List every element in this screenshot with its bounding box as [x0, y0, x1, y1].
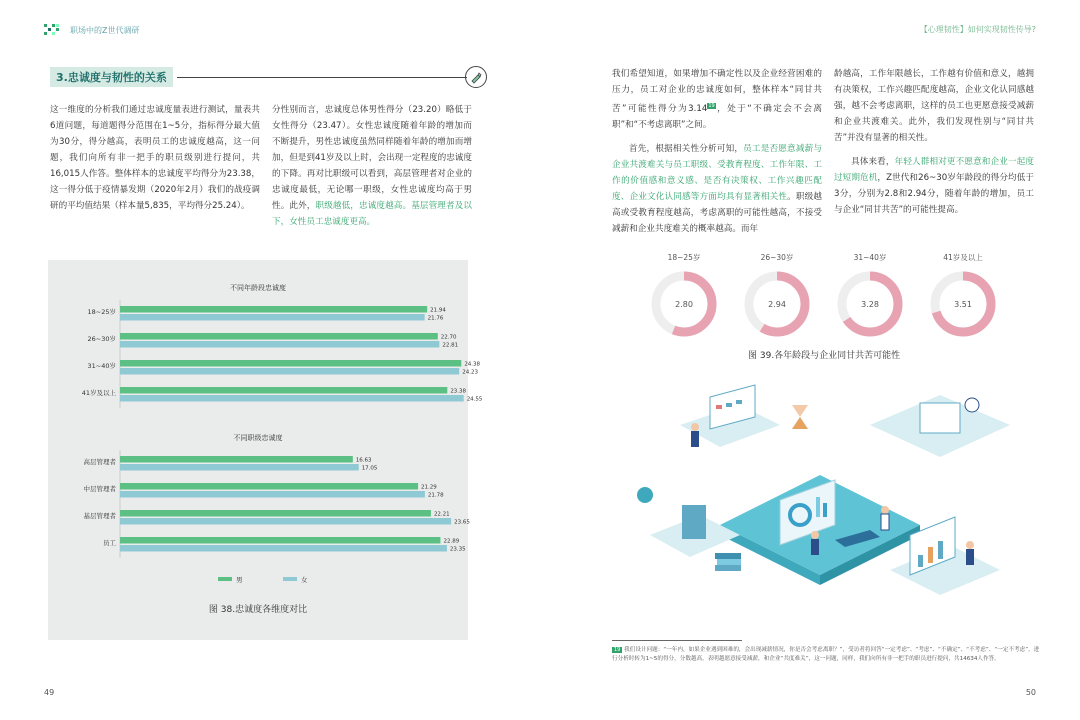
right-col1-highlight: 员工是否愿意减薪与企业共渡难关与员工职级、受教育程度、工作年限、工作的价值感和意义感、是否有决策权、工作兴趣匹配度、企业文化认同感等方面均具有显著相关性	[612, 143, 822, 202]
bar-male	[120, 333, 438, 340]
donut-chart	[649, 269, 719, 339]
page-number-left: 49	[44, 688, 55, 697]
bar-value-label: 21.29	[421, 484, 437, 491]
header-left-title: 职场中的Z世代调研	[70, 25, 140, 35]
section-rule	[177, 77, 467, 78]
fig39-caption: 图 39.各年龄段与企业同甘共苦可能性	[748, 351, 901, 361]
bar-value-label: 23.35	[449, 546, 466, 553]
category-label: 26~30岁	[87, 335, 116, 343]
legend-label-male: 男	[236, 576, 243, 584]
header-right-title: 【心理韧性】如何实现韧性传导?	[919, 25, 1036, 34]
bar-value-label: 24.23	[462, 369, 478, 376]
dot-grid-logo-icon	[44, 24, 60, 36]
bar-value-label: 24.55	[466, 396, 483, 403]
donut-chart	[742, 269, 812, 339]
category-label: 31~40岁	[87, 362, 116, 370]
right-col2-p1: 龄越高，工作年限越长，工作越有价值和意义，越拥有决策权，工作兴趣匹配度越高，企业文化认同感越强，越不会考虑离职，这样的员工也更愿意接受减薪和企业共渡难关。此外，我们发现性别与“同甘共苦”并没有显著的相关性。	[834, 69, 1034, 143]
fig38-chart	[48, 260, 483, 600]
donut-value-label: 2.80	[675, 300, 693, 309]
left-col2-highlight: 职级越低，忠诚度越高。基层管理者及以下，女性员工忠诚度更高。	[272, 201, 472, 227]
section-title-bar	[50, 66, 487, 88]
books-icon	[715, 565, 741, 571]
bar-male	[120, 360, 461, 367]
bar-female	[120, 518, 451, 525]
calculator-icon	[682, 505, 706, 539]
right-col1-p2a: 首先，根据相关性分析可知，	[629, 143, 744, 154]
fig38-caption: 图 38.忠诚度各维度对比	[208, 605, 308, 615]
donut-value-label: 3.28	[861, 300, 879, 309]
donut-value-label: 3.51	[954, 300, 972, 309]
bar-value-label: 21.94	[430, 307, 446, 314]
footnote	[612, 646, 1042, 664]
page-number-right: 50	[1025, 688, 1036, 697]
bar-value-label: 23.65	[454, 519, 470, 526]
donut-chart	[835, 269, 905, 339]
bar-female	[120, 341, 439, 348]
right-col2-p2b: ，Z世代和26~30岁年龄段的得分均低于3分，分别为2.8和2.94分，随着年龄的增加，员工与企业“同甘共苦”的可能性提高。	[834, 173, 1034, 215]
right-col1-p2b: 。职级越高或受教育程度越高，考虑离职的可能性越高，不接受减薪和企业共度难关的概率越高。而年	[612, 191, 822, 234]
pen-icon	[465, 66, 487, 88]
bar-value-label: 22.70	[440, 334, 457, 341]
bar-value-label: 24.38	[464, 361, 481, 368]
bar-male	[120, 306, 427, 313]
donut-value-label: 2.94	[768, 300, 786, 309]
left-col2-text: 分性别而言，忠诚度总体男性得分（23.20）略低于女性得分（23.47）。女性忠诚度随着年龄的增加而不断提升，男性忠诚度虽然同样随着年龄的增加而增加，但是到41岁及以上时，会出现一定程度的忠诚度的下降。再对比职级可以看到，高层管理者对企业的忠诚度最低，无论哪一职级，女性忠诚度均高于男性。此外，	[272, 105, 472, 211]
chart-title: 不同职级忠诚度	[233, 434, 283, 442]
bar-male	[120, 537, 440, 544]
clock-icon	[965, 398, 979, 412]
category-label: 员工	[103, 539, 116, 547]
bar-female	[120, 314, 425, 321]
bar-value-label: 21.76	[427, 315, 444, 322]
footnote-rule	[612, 640, 742, 641]
bar-value-label: 23.38	[450, 388, 467, 395]
right-col1-paragraph	[612, 66, 822, 237]
bar-value-label: 21.78	[427, 492, 444, 499]
footnote-number: 19	[614, 647, 621, 653]
donut-label: 18~25岁	[667, 253, 701, 262]
chart-title: 不同年龄段忠诚度	[230, 284, 286, 292]
bar-male	[120, 483, 418, 490]
person-icon	[691, 423, 699, 447]
section-title: 3.忠诚度与韧性的关系	[50, 67, 173, 87]
bar-female	[120, 464, 359, 471]
legend-swatch-male	[218, 577, 232, 581]
donut-label: 31~40岁	[853, 253, 887, 262]
donut-26-30	[742, 252, 812, 343]
left-col1-paragraph: 这一维度的分析我们通过忠诚度量表进行测试，量表共6道问题，每道题得分范围在1~5分，指标得分最大值为30分，得分越高，表明员工的忠诚度越高，这一问题，我们向所有非一把手的职员级别进行提问，共16,015人作答。整体样本的忠诚度平均得分为23.38，这一得分低于疫情暴发期（2020年2月）我们的战疫调研的平均值结果（样本量5,835，平均得分25.24）。	[50, 105, 260, 211]
category-label: 41岁及以上	[81, 389, 116, 397]
footnote-text: 我们设计问题：“一年内，如果企业遇到困难的，会出现减薪情况，你是否会考虑离职？”，受访者将回答“一定考虑”、“考虑”、“不确定”、“不考虑”、“一定不考虑”，进行分析时转为1~5的得分，分数越高，表明越愿意接受减薪，和企业“共度难关”，这一问题，同样，我们向所有非一把手的职员进行提问，共14634人作答。	[612, 647, 1040, 662]
donut-18-25	[649, 252, 719, 343]
fig38-panel	[48, 260, 483, 640]
person-icon	[811, 531, 819, 555]
donut-label: 26~30岁	[760, 253, 794, 262]
bar-female	[120, 395, 464, 402]
bar-female	[120, 545, 447, 552]
isometric-office-illustration	[620, 385, 1020, 625]
hourglass-icon	[792, 405, 808, 417]
right-col2-paragraph	[834, 66, 1034, 218]
bar-value-label: 22.89	[443, 538, 460, 545]
bar-female	[120, 368, 459, 375]
bar-value-label: 17.05	[361, 465, 378, 472]
donut-31-40	[835, 252, 905, 343]
bar-female	[120, 491, 425, 498]
right-col1-p1b: ，处于“不确定会不会离职”和“不考虑离职”之间。	[612, 103, 823, 130]
donut-label: 41岁及以上	[943, 253, 983, 262]
bar-value-label: 16.63	[355, 457, 372, 464]
category-label: 基层管理者	[83, 512, 116, 520]
desk-icon	[920, 403, 960, 433]
person-icon	[966, 541, 974, 565]
right-col2-highlight: 年轻人群相对更不愿意和企业一起度过短期危机	[834, 157, 1034, 183]
bar-value-label: 22.81	[442, 342, 459, 349]
category-label: 中层管理者	[83, 485, 116, 493]
right-col2-p2a: 具体来看，	[851, 157, 895, 167]
plant-icon	[637, 487, 653, 503]
legend-label-female: 女	[301, 576, 308, 584]
right-col1-p1a: 我们希望知道，如果增加不确定性以及企业经营困难的压力，员工对企业的忠诚度如何，整体样本“同甘共苦”可能性得分为3.14	[612, 69, 822, 114]
category-label: 高层管理者	[83, 458, 116, 466]
donut-41-plus	[928, 252, 998, 343]
legend-swatch-female	[283, 577, 297, 581]
donut-chart	[928, 269, 998, 339]
header-left	[44, 24, 139, 36]
bar-male	[120, 387, 447, 394]
bar-male	[120, 456, 353, 463]
category-label: 18~25岁	[87, 308, 116, 316]
person-icon	[881, 506, 889, 530]
bar-value-label: 22.21	[433, 511, 450, 518]
left-col2-paragraph	[272, 102, 472, 230]
bar-male	[120, 510, 431, 517]
footnote-ref: 19	[708, 103, 715, 109]
